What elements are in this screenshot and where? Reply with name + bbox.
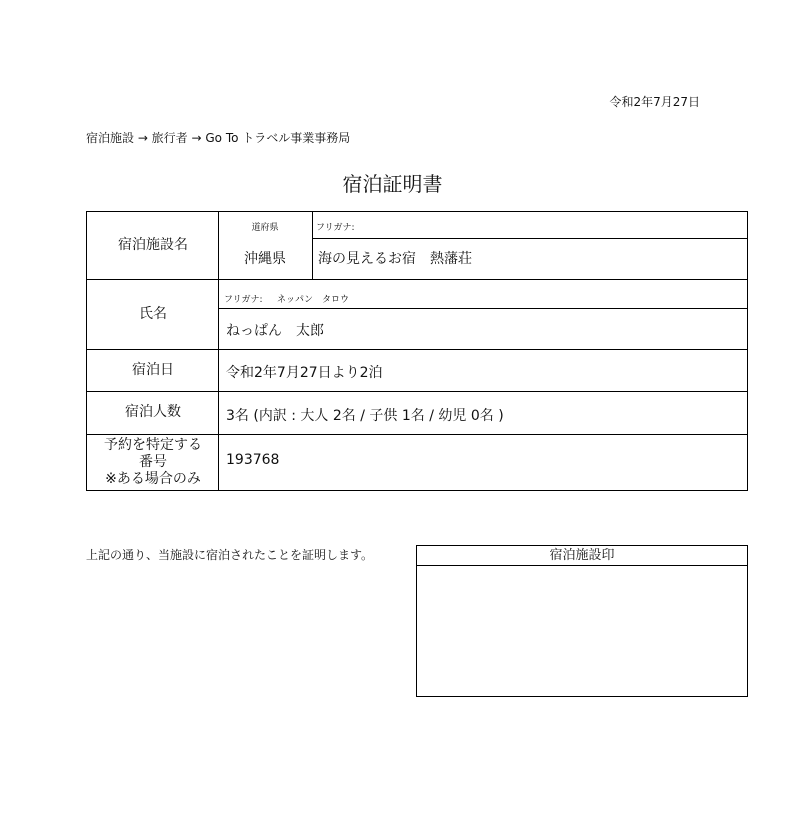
guest-name: ねっぱん 太郎 xyxy=(226,323,324,339)
issue-date: 令和2年7月27日 xyxy=(609,95,700,109)
reservation-label-line3: ※ある場合のみ xyxy=(105,470,201,487)
reservation-label xyxy=(87,434,219,490)
certification-statement: 上記の通り、当施設に宿泊されたことを証明します。 xyxy=(86,548,374,562)
facility-furigana-label: フリガナ: xyxy=(316,223,355,233)
reservation-number: 193768 xyxy=(226,452,280,468)
facility-stamp-box xyxy=(416,545,748,697)
guest-furigana-value: ネッパン タロウ xyxy=(277,295,350,305)
stay-date-value: 令和2年7月27日より2泊 xyxy=(226,365,383,381)
reservation-label-line1: 予約を特定する xyxy=(104,436,202,453)
guests-count-value: 3名 (内訳 : 大人 2名 / 子供 1名 / 幼児 0名 ) xyxy=(226,408,504,424)
guest-furigana-label: フリガナ: xyxy=(224,295,263,305)
routing-line: 宿泊施設 → 旅行者 → Go To トラベル事業事務局 xyxy=(86,131,351,145)
facility-stamp-title: 宿泊施設印 xyxy=(417,546,747,566)
guest-label: 氏名 xyxy=(139,305,167,322)
facility-name: 海の見えるお宿 熱藩荘 xyxy=(318,251,472,267)
stay-date-label: 宿泊日 xyxy=(132,361,174,378)
certificate-table xyxy=(86,211,748,491)
prefecture-label: 道府県 xyxy=(251,223,279,233)
prefecture-value: 沖縄県 xyxy=(244,251,286,267)
reservation-label-line2: 番号 xyxy=(139,453,167,470)
guests-count-label: 宿泊人数 xyxy=(125,404,181,420)
document-title: 宿泊証明書 xyxy=(342,172,443,196)
facility-label: 宿泊施設名 xyxy=(118,237,188,253)
